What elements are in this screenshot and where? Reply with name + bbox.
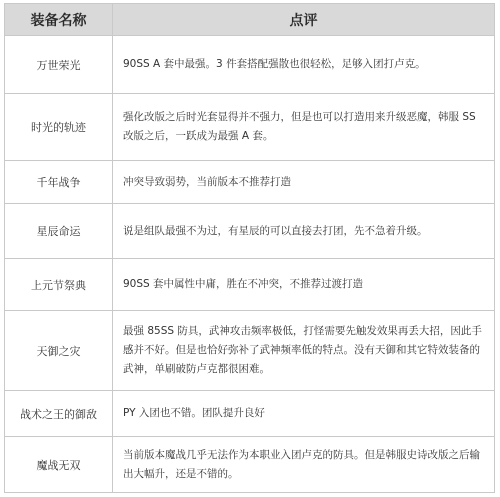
table-row (5, 161, 495, 204)
equipment-name: 魔战无双 (5, 437, 113, 493)
equipment-name: 星辰命运 (5, 204, 113, 259)
table-row (5, 437, 495, 493)
equipment-name: 万世荣光 (5, 36, 113, 94)
table-row (5, 36, 495, 94)
table-header-row (5, 4, 495, 36)
equipment-comment: 强化改版之后时光套显得并不强力，但是也可以打造用来升级恶魔，韩服 SS 改版之后，一跃成为最强 A 套。 (113, 94, 495, 161)
equipment-comment: 90SS 套中属性中庸，胜在不冲突，不推荐过渡打造 (113, 259, 495, 311)
equipment-comment: 冲突导致弱势，当前版本不推荐打造 (113, 161, 495, 204)
equipment-review-table (4, 3, 495, 493)
table-row (5, 204, 495, 259)
table-row (5, 94, 495, 161)
table-row (5, 391, 495, 437)
equipment-comment: 当前版本魔战几乎无法作为本职业入团卢克的防具。但是韩服史诗改版之后输出大幅升，还是不错的。 (113, 437, 495, 493)
equipment-name: 千年战争 (5, 161, 113, 204)
equipment-name: 天御之灾 (5, 311, 113, 391)
equipment-comment: 最强 85SS 防具，武神攻击频率极低，打怪需要先触发效果再丢大招，因此手感并不好。但是也恰好弥补了武神频率低的特点。没有天御和其它特效装备的武神，单刷破防卢克都很困难。 (113, 311, 495, 391)
equipment-comment: 说是组队最强不为过，有星辰的可以直接去打团，先不急着升级。 (113, 204, 495, 259)
equipment-name: 战术之王的御敌 (5, 391, 113, 437)
equipment-name: 时光的轨迹 (5, 94, 113, 161)
equipment-comment: 90SS A 套中最强。3 件套搭配强散也很轻松，足够入团打卢克。 (113, 36, 495, 94)
table-row (5, 259, 495, 311)
equipment-comment: PY 入团也不错。团队提升良好 (113, 391, 495, 437)
table-row (5, 311, 495, 391)
header-comment: 点评 (113, 4, 495, 36)
equipment-name: 上元节祭典 (5, 259, 113, 311)
header-equipment-name: 装备名称 (5, 4, 113, 36)
